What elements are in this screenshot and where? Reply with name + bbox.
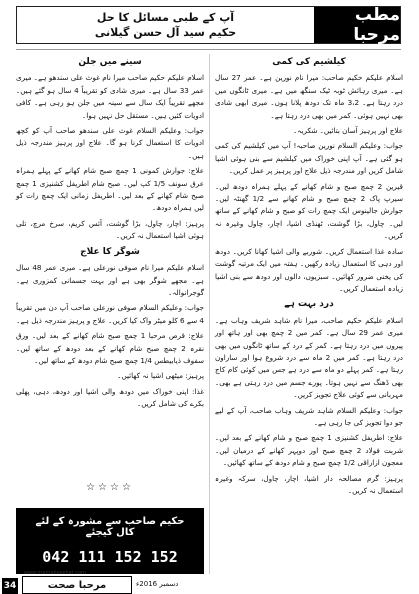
page-number: 34	[2, 578, 18, 594]
paragraph: پرہیز: اچار، چاول، بڑا گوشت، آئس کریم، سرخ مرچ، تلی ہوئی اشیا استعمال نہ کریں۔	[16, 218, 204, 241]
paragraph: جواب: وعلیکم السلام صوفی نورعلی صاحب آپ دن میں تقریباً 4 سے 6 کلو میٹر واک کیا کریں۔ علاج و پرہیز مندرجہ ذیل ہے۔	[16, 303, 204, 325]
paragraph: غذا: اپنی خوراک میں دودھ والی اشیا اور دودھ، دہی، پھلی بکرے کی شامل کریں۔	[16, 386, 204, 409]
section-heading: کیلشیم کی کمی	[272, 57, 346, 67]
paragraph: سادہ غذا استعمال کریں۔ شوربے والی اشیا کھانا کریں۔ دودھ اور دہی کا استعمال زیادہ رکھیں۔ ہفتہ میں ایک مرتبہ گوشت کی یخنی ضرور کھائیں۔ سبزیوں، دالوں اور دودھ سے بنی اشیا زیادہ استعمال کریں۔	[215, 246, 403, 293]
header-subtitle	[17, 7, 314, 43]
paragraph: جواب: وعلیکم السلام غوث علی سندھو صاحب آپ کو کچھ ادویات کا استعمال کرنا ہو گا۔ علاج اور پرہیز مندرجہ ذیل ہیں۔	[16, 126, 204, 160]
subtitle-line-2: حکیم سید آل حسن گیلانی	[94, 26, 237, 39]
right-column	[215, 54, 403, 500]
paragraph: جواب: وعلیکم السلام شاہد شریف وہاب صاحب، آپ کے لیے جو دوا تجویز کی جا رہی ہے۔	[215, 405, 403, 427]
paragraph: قیرین 2 چمچ صبح و شام کھانے کے پہلے ہمراہ دودھ لیں۔ سیرپ پاک 2 چمچ صبح و شام کھانے سے 1/2 گھنٹہ لیں۔ جوارش جالینوس ایک چمچ رات کو صبح و شام کھانے کے ساتھ لیں۔ چاول، بڑا گوشت، ٹھنڈی اشیا، اچار، چاول وغیرہ نہ کریں۔	[215, 181, 403, 241]
paragraph: علاج: قرص مرحبا 1 چمچ صبح شام کھانے کے بعد لیں۔ ورق نقرہ 2 چمچ صبح شام کھانے کے بعد دودھ کے ساتھ لیں۔ سفوف ذیابیطس 1/4 چمچ صبح شام دودھ کے ساتھ لیں۔	[16, 331, 204, 365]
subtitle-line-1: آپ کے طبی مسائل کا حل	[96, 11, 235, 24]
paragraph: علاج: جوارش کمونی 1 چمچ صبح شام کھانے کے پہلے ہمراہ عرق سونف 1/5 کپ لیں۔ صبح شام اطریفل کشنیزی 1 چمچ صبح شام کھانے کے بعد لیں۔ اطریفل زمانی ایک چمچ رات کو لیں ہمراہ دودھ۔	[16, 166, 205, 213]
phone-number[interactable]: 042 111 152 152	[42, 548, 178, 566]
column-divider	[209, 54, 210, 574]
star-separator: ☆☆☆☆	[86, 482, 134, 493]
website-url[interactable]: www.marhabasehat.com	[24, 570, 86, 576]
paragraph: پرہیز: گرم مصالحہ دار اشیا، اچار، چاول، سرکہ وغیرہ استعمال نہ کریں۔	[215, 473, 403, 495]
paragraph: اسلام علیکم میرا نام صوفی نورعلی ہے۔ میری عمر 48 سال ہے۔ مجھے شوگر بھی ہے اور بہت جسمانی کمزوری ہے۔ گوجرانوالہ۔	[16, 263, 204, 297]
paragraph: پرہیز: میٹھی اشیا نہ کھائیں۔	[117, 371, 204, 381]
page-title: مطب مرحبا	[314, 7, 400, 43]
paragraph: اسلام علیکم حکیم صاحب: میرا نام نورین ہے۔ عمر 27 سال ہے۔ میری رہائش ٹوبہ ٹیک سنگھ میں ہے۔ میری ٹانگوں میں درد رہتا ہے۔ 3،2 ماہ تک دودھ پلانا ہوں۔ میری ابھی شادی بھی نہیں ہوئی۔ کمر میں بھی درد رہتا ہے۔	[215, 73, 404, 120]
paragraph: جواب: وعلیکم السلام نورین صاحبہ! آپ میں کیلشیم کی کمی ہو گئی ہے۔ آپ اپنی خوراک میں کیلشیم سے بنی ہوئی اشیا شامل کریں اور مندرجہ ذیل علاج اور پرہیز پر عمل کریں۔	[215, 141, 403, 176]
section-heading: شوگر کا علاج	[80, 246, 140, 257]
section-heading: سینے میں جلن	[78, 57, 142, 67]
section-heading: درد بہت ہے	[284, 299, 334, 310]
issue-date: دسمبر 2016ء	[136, 580, 179, 588]
paragraph: علاج اور پرہیز آسان بتائیں۔ شکریہ۔	[293, 126, 403, 136]
call-ad-box	[16, 508, 204, 574]
paragraph: علاج: اطریفل کشنیزی 1 چمچ صبح و شام کھانے کے بعد لیں۔ شربت فولاد 2 چمچ صبح اور دوپہر کھانے کے درمیان لیں۔ معجون ازاراقی 1/2 چمچ صبح و شام دودھ کے ساتھ کھائیں۔	[215, 433, 403, 468]
ad-text: حکیم صاحب سے مشورہ کے لئے کال کیجئے	[35, 516, 185, 538]
paragraph: اسلام علیکم حکیم صاحب، میرا نام شاہد شریف وہاب ہے۔ میری عمر 29 سال ہے۔ کمر میں 2 چمچ بھی اور ہاتھ اور پیروں میں درد رہتا ہے۔ کمر کے درد کے ساتھ ٹانگوں میں بھی درد رہتا ہے۔ کمر میں 2 ماہ سے درد شروع ہوا اور ساراون رہتا ہے۔ کمر پہلے دو ماہ سے درد ہے جس میں کوئی کام کاج بھی ڈھنگ سے نہیں ہوتا۔ پورے جسم میں درد رہتی ہے بھی۔ مہربانی سے کوئی علاج تجویز کریں۔	[215, 315, 403, 400]
footer	[0, 570, 419, 594]
paragraph: اسلام علیکم حکیم صاحب میرا نام غوث علی سندھو ہے۔ میری عمر 33 سال ہے۔ میری شادی کو تقریباً 4 سال ہو گئے ہیں۔ مجھے تقریباً ایک سال سے سینہ میں جلن ہو رہی ہے۔ کافی ادویات کئیں ہیں۔ مستقل حل نہیں ہوا۔	[16, 73, 204, 120]
header-banner	[16, 6, 401, 44]
header-divider	[16, 49, 401, 50]
left-column	[16, 54, 204, 414]
magazine-logo: مرحبا صحت	[22, 576, 132, 594]
